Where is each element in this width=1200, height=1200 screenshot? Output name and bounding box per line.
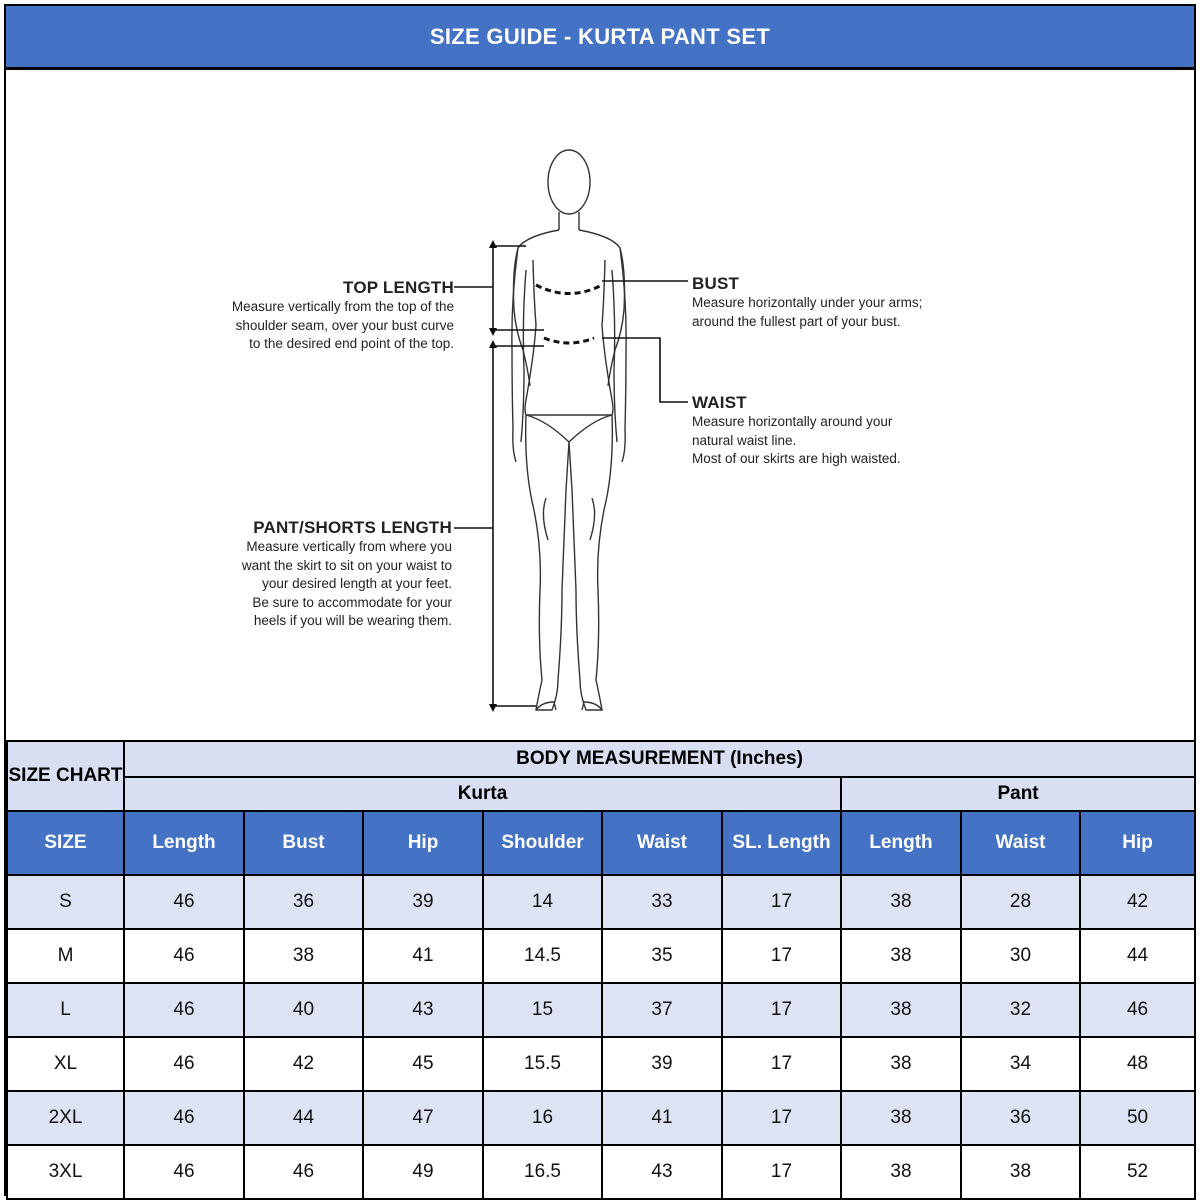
column-header: Length [124,811,244,875]
waist-note [692,393,1032,469]
table-cell: 42 [244,1037,363,1091]
table-cell: 14 [483,875,602,929]
table-cell: 38 [841,1091,961,1145]
table-cell: 33 [602,875,722,929]
table-cell: 45 [363,1037,483,1091]
table-cell: 46 [1080,983,1195,1037]
table-cell: 17 [722,929,841,983]
body-measurement-header: BODY MEASUREMENT (Inches) [124,741,1195,777]
table-cell: 37 [602,983,722,1037]
table-cell: 16 [483,1091,602,1145]
size-chart-table [6,740,1196,1200]
table-cell: 36 [961,1091,1080,1145]
waist-line-3: Most of our skirts are high waisted. [692,451,901,466]
table-cell: 14.5 [483,929,602,983]
table-row [7,1145,1195,1199]
table-cell: 38 [841,983,961,1037]
table-cell: 46 [244,1145,363,1199]
column-header-row [7,811,1195,875]
pant-length-line-5: heels if you will be wearing them. [253,613,452,628]
table-cell: 38 [841,1037,961,1091]
table-row [7,983,1195,1037]
table-cell: S [7,875,124,929]
table-cell: 39 [363,875,483,929]
table-cell: 38 [244,929,363,983]
table-cell: 42 [1080,875,1195,929]
table-cell: M [7,929,124,983]
table-cell: 2XL [7,1091,124,1145]
table-cell: 17 [722,1037,841,1091]
column-header: SL. Length [722,811,841,875]
table-cell: 3XL [7,1145,124,1199]
column-header: Shoulder [483,811,602,875]
table-cell: 46 [124,1145,244,1199]
column-header: Bust [244,811,363,875]
table-row [7,1037,1195,1091]
table-cell: 30 [961,929,1080,983]
table-cell: 38 [841,929,961,983]
table-cell: 48 [1080,1037,1195,1091]
column-header: Hip [1080,811,1195,875]
table-cell: 46 [124,1037,244,1091]
table-cell: 17 [722,1091,841,1145]
table-cell: 17 [722,875,841,929]
top-length-note [156,278,454,354]
table-cell: 46 [124,875,244,929]
bust-line-2: around the fullest part of your bust. [692,313,901,329]
table-cell: 46 [124,929,244,983]
top-length-line-2: shoulder seam, over your bust curve [235,317,454,333]
table-cell: 32 [961,983,1080,1037]
measurement-diagram [6,70,1194,742]
table-cell: 15.5 [483,1037,602,1091]
table-cell: 46 [124,1091,244,1145]
table-cell: 35 [602,929,722,983]
top-length-heading: TOP LENGTH [343,278,454,297]
table-cell: 52 [1080,1145,1195,1199]
bust-line-1: Measure horizontally under your arms; [692,295,923,310]
size-chart-corner: SIZE CHART [7,741,124,811]
table-cell: 17 [722,983,841,1037]
table-cell: 38 [841,1145,961,1199]
table-cell: 16.5 [483,1145,602,1199]
table-cell: 47 [363,1091,483,1145]
table-cell: 43 [602,1145,722,1199]
table-cell: 28 [961,875,1080,929]
size-guide-frame [4,4,1196,1196]
top-length-line-1: Measure vertically from the top of the [231,299,454,314]
kurta-group-header: Kurta [124,777,841,811]
table-cell: 41 [602,1091,722,1145]
table-row [7,929,1195,983]
waist-line-1: Measure horizontally around your [692,414,893,429]
table-cell: 46 [124,983,244,1037]
pant-length-line-4: Be sure to accommodate for your [252,594,452,610]
table-cell: 49 [363,1145,483,1199]
table-cell: 38 [961,1145,1080,1199]
bust-note [692,274,1032,331]
table-cell: 38 [841,875,961,929]
table-cell: 39 [602,1037,722,1091]
table-row [7,875,1195,929]
bust-heading: BUST [692,274,740,293]
table-cell: 17 [722,1145,841,1199]
column-header: Length [841,811,961,875]
table-row [7,1091,1195,1145]
pant-length-line-1: Measure vertically from where you [246,539,452,554]
page-title: SIZE GUIDE - KURTA PANT SET [6,6,1194,70]
pant-length-heading: PANT/SHORTS LENGTH [253,518,452,537]
table-cell: 15 [483,983,602,1037]
pant-length-line-3: your desired length at your feet. [262,576,452,591]
waist-heading: WAIST [692,393,747,412]
pant-length-note [156,518,452,631]
table-cell: 40 [244,983,363,1037]
table-cell: 50 [1080,1091,1195,1145]
column-header: Hip [363,811,483,875]
column-header: SIZE [7,811,124,875]
table-cell: 34 [961,1037,1080,1091]
waist-line-2: natural waist line. [692,432,797,448]
table-cell: 36 [244,875,363,929]
table-cell: XL [7,1037,124,1091]
table-cell: 41 [363,929,483,983]
table-cell: 43 [363,983,483,1037]
table-cell: 44 [1080,929,1195,983]
pant-group-header: Pant [841,777,1195,811]
pant-length-line-2: want the skirt to sit on your waist to [241,557,452,573]
column-header: Waist [961,811,1080,875]
table-cell: 44 [244,1091,363,1145]
column-header: Waist [602,811,722,875]
table-cell: L [7,983,124,1037]
top-length-line-3: to the desired end point of the top. [249,336,454,351]
